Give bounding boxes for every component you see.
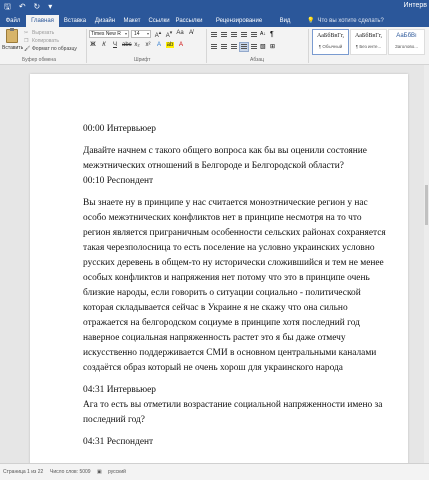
proofing-icon[interactable]: ▣ <box>97 469 102 475</box>
tab-view[interactable]: Вид <box>279 18 291 24</box>
borders-icon[interactable]: ⊞ <box>270 44 276 50</box>
decrease-indent-icon[interactable] <box>240 31 248 39</box>
redo-icon[interactable]: ↻ <box>33 2 41 11</box>
highlight-icon[interactable]: ab <box>166 42 174 48</box>
chevron-down-icon: ▾ <box>146 31 149 36</box>
document-canvas <box>0 65 429 463</box>
brush-icon: 🖌 <box>24 46 31 52</box>
justify-icon[interactable] <box>240 43 248 51</box>
tab-design[interactable]: Дизайн <box>94 18 116 24</box>
save-icon[interactable]: 🖫 <box>4 2 11 11</box>
ribbon <box>0 27 429 65</box>
numbering-icon[interactable] <box>220 31 228 39</box>
customize-toolbar-icon[interactable]: ▾ <box>48 2 53 11</box>
page-indicator[interactable]: Страница 1 из 22 <box>3 469 44 475</box>
vertical-scrollbar[interactable] <box>424 65 429 463</box>
style-normal[interactable]: АаБбВвГг, ¶ Обычный <box>312 29 349 55</box>
align-right-icon[interactable] <box>230 43 238 51</box>
lightbulb-icon: 💡 <box>307 18 315 24</box>
bullets-icon[interactable] <box>210 31 218 39</box>
tab-references[interactable]: Ссылки <box>148 18 170 24</box>
ribbon-tabs <box>0 13 429 27</box>
underline-icon[interactable]: Ч <box>113 42 117 48</box>
chevron-down-icon: ▾ <box>124 31 127 36</box>
scrollbar-thumb[interactable] <box>425 185 428 225</box>
styles-gallery <box>312 29 425 57</box>
shrink-font-icon[interactable]: A▾ <box>165 30 173 39</box>
font-style-tools <box>89 42 185 48</box>
document-body[interactable] <box>83 122 387 450</box>
ribbon-separator <box>308 29 309 63</box>
document-title: Интерв <box>403 2 427 9</box>
tab-review[interactable]: Рецензирование <box>215 18 263 24</box>
quick-access-toolbar <box>4 1 52 12</box>
tab-home[interactable]: Главная <box>26 15 59 27</box>
clear-format-icon[interactable]: A̸ <box>188 30 193 36</box>
paragraph-align-tools <box>210 43 278 51</box>
bold-icon[interactable]: Ж <box>90 42 96 48</box>
text-effects-icon[interactable]: A <box>156 42 161 48</box>
paragraph-timestamp-2: 04:31 Респондент <box>83 437 154 447</box>
tab-mailings[interactable]: Рассылки <box>175 18 203 24</box>
paragraph-timestamp: 00:00 Интервьюер <box>83 124 156 134</box>
document-page[interactable] <box>30 74 408 463</box>
increase-indent-icon[interactable] <box>250 31 258 39</box>
status-bar <box>0 463 429 480</box>
language-indicator[interactable]: русский <box>108 469 126 475</box>
tab-layout[interactable]: Макет <box>123 18 141 24</box>
undo-icon[interactable]: ↶ <box>18 2 26 11</box>
align-center-icon[interactable] <box>220 43 228 51</box>
ribbon-separator <box>86 29 87 63</box>
change-case-icon[interactable]: Aa <box>176 30 184 36</box>
paragraph-list-tools <box>210 31 278 39</box>
line-spacing-icon[interactable] <box>250 43 258 51</box>
subscript-icon[interactable]: x₂ <box>134 42 140 48</box>
italic-icon[interactable]: К <box>102 42 106 48</box>
ribbon-separator <box>206 29 207 63</box>
tab-file[interactable]: Файл <box>5 18 21 24</box>
shading-icon[interactable]: ▧ <box>260 44 266 50</box>
font-name-select[interactable]: Times New R ▾ <box>91 31 127 37</box>
clipboard-icon <box>6 29 18 43</box>
paragraph-question-2: 04:31 Интервьюер Ага то есть вы отметили возрастание социальной напряженности имено за последний год? <box>83 385 383 425</box>
font-size-tools <box>154 30 195 39</box>
style-heading[interactable]: АаБбВı Заголово... <box>388 29 425 55</box>
format-painter-button[interactable]: 🖌 Формат по образцу <box>24 46 77 52</box>
pilcrow-icon[interactable]: ¶ <box>270 31 274 38</box>
tab-insert[interactable]: Вставка <box>63 18 87 24</box>
title-bar <box>0 0 429 13</box>
clipboard-actions <box>24 29 77 53</box>
font-group-label: Шрифт <box>134 57 151 63</box>
copy-icon: ❐ <box>24 38 29 44</box>
strikethrough-icon[interactable]: abc <box>122 42 132 48</box>
multilevel-list-icon[interactable] <box>230 31 238 39</box>
paste-button[interactable]: Вставить <box>2 29 22 53</box>
sort-icon[interactable]: A↓ <box>260 31 266 37</box>
font-color-icon[interactable]: A <box>178 42 183 48</box>
scissors-icon: ✂ <box>24 30 29 36</box>
clipboard-group-label: Буфер обмена <box>22 57 56 63</box>
align-left-icon[interactable] <box>210 43 218 51</box>
paragraph-answer: Вы знаете ну в принципе у нас считается моноэтнические регион у нас особо межэтнических конфликтов нет в принципе несмотря на то что регион является приграничным особенности сельских районах сохраняется такая черезполосница то есть поселение на условно украинских условно русских деревень в общем-то ну исторически сложившийся и тем не менее особых конфликтов и напряжения нет потому что это в принципе очень близкие народы, если говорить о ситуации социально - политической которая складывается сейчас в Украине я не скажу что она сильно отражается на белгородском социуме в принципе хотя последний год наверное социальная напряженность растет это я бы даже отмечу искусственно поддерживается СМИ в основном центральными каналами создаётся образ который не очень хорош для украинского народа <box>83 198 386 373</box>
grow-font-icon[interactable]: A▴ <box>154 30 162 39</box>
cut-button[interactable]: ✂ Вырезать <box>24 30 55 36</box>
superscript-icon[interactable]: x² <box>145 42 151 48</box>
font-size-select[interactable]: 14 ▾ <box>131 30 151 38</box>
style-no-spacing[interactable]: АаБбВвГг, ¶ Без инте... <box>350 29 387 55</box>
tell-me-search[interactable]: 💡 Что вы хотите сделать? <box>307 18 384 24</box>
paragraph-group-label: Абзац <box>250 57 265 63</box>
word-count[interactable]: Число слов: 5009 <box>50 469 91 475</box>
paragraph-question: Давайте начнем с такого общего вопроса как бы вы оценили состояние межэтнических отношений в Белгороде и Белгородской области? 00:10 Респондент <box>83 146 367 186</box>
copy-button[interactable]: ❐ Копировать <box>24 38 59 44</box>
